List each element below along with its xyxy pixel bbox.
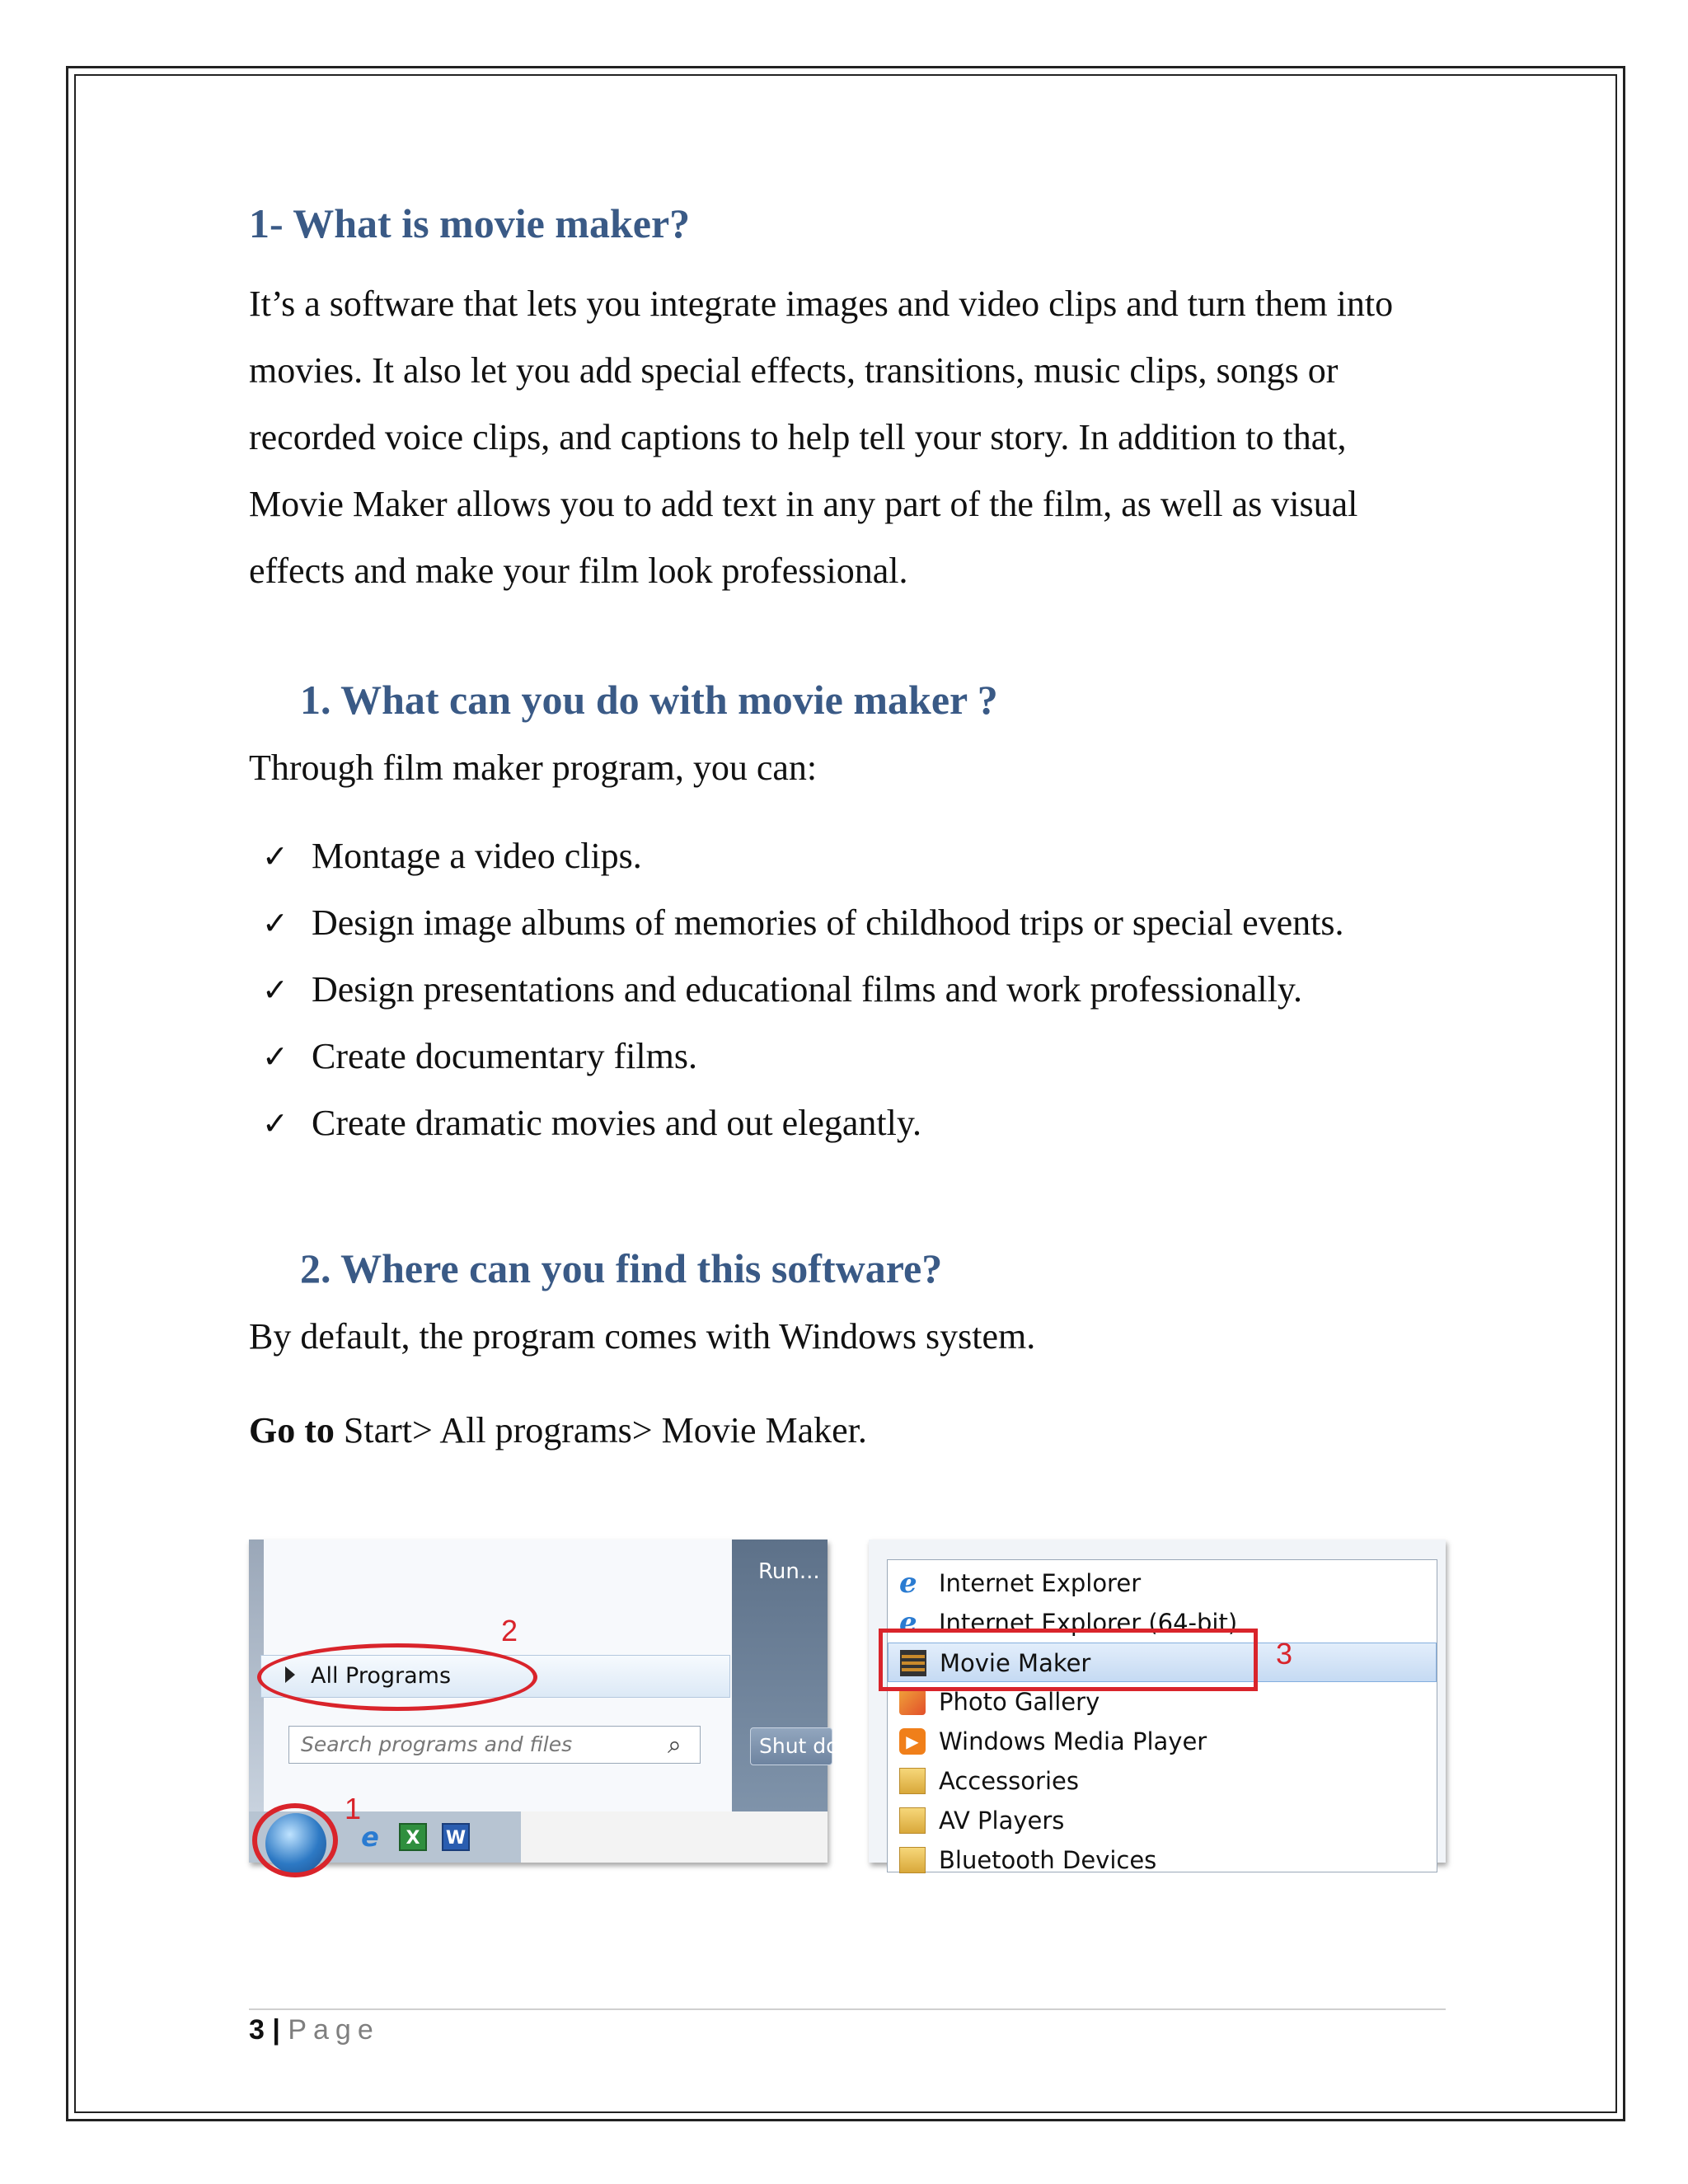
section3-line1: By default, the program comes with Windows system. — [249, 1316, 1036, 1357]
annotation-circle-start — [252, 1803, 338, 1877]
program-item-av-players[interactable]: AV Players — [888, 1801, 1437, 1840]
checkmark-icon: ✓ — [262, 1105, 288, 1141]
search-programs-input[interactable]: Search programs and files — [288, 1726, 701, 1764]
section2-heading: 1. What can you do with movie maker ? — [300, 677, 998, 723]
folder-icon — [899, 1807, 926, 1834]
program-item-windows-media-player[interactable]: ▶ Windows Media Player — [888, 1722, 1437, 1761]
section3-heading: 2. Where can you find this software? — [300, 1245, 943, 1291]
annotation-number-1: 1 — [345, 1792, 362, 1825]
list-item: ✓ Design presentations and educational films and work professionally. — [262, 969, 1302, 1010]
program-item-photo-gallery[interactable]: Photo Gallery — [888, 1682, 1437, 1722]
program-item-internet-explorer[interactable]: e Internet Explorer — [899, 1567, 1142, 1600]
list-item: ✓ Design image albums of memories of childhood trips or special events. — [262, 902, 1344, 943]
goto-instruction: Go to Start> All programs> Movie Maker. — [249, 1410, 867, 1451]
folder-icon — [899, 1768, 926, 1794]
capabilities-list — [262, 835, 1344, 1169]
programs-list-screenshot — [869, 1540, 1446, 1874]
program-item-bluetooth-devices[interactable]: Bluetooth Devices — [888, 1840, 1437, 1880]
list-item: ✓ Create dramatic movies and out elegantly. — [262, 1103, 921, 1143]
photo-gallery-icon — [899, 1689, 926, 1715]
excel-icon[interactable]: X — [399, 1823, 427, 1851]
all-programs-item[interactable]: All Programs — [260, 1655, 730, 1698]
program-item-internet-explorer-64[interactable]: e Internet Explorer (64-bit) — [899, 1606, 1238, 1639]
program-item-movie-maker[interactable]: Movie Maker — [888, 1643, 1437, 1682]
annotation-ellipse-all-programs — [257, 1643, 537, 1711]
checkmark-icon: ✓ — [262, 905, 288, 941]
program-item-accessories[interactable]: Accessories — [888, 1761, 1437, 1801]
section1-heading: 1- What is movie maker? — [249, 200, 691, 246]
programs-list — [887, 1559, 1437, 1872]
checkmark-icon: ✓ — [262, 972, 288, 1008]
annotation-number-3: 3 — [1276, 1637, 1293, 1671]
list-item: ✓ Create documentary films. — [262, 1036, 697, 1076]
checkmark-icon: ✓ — [262, 1038, 288, 1075]
start-menu-screenshot — [249, 1540, 869, 1863]
annotation-box-movie-maker — [879, 1629, 1258, 1691]
internet-explorer-icon: e — [899, 1567, 917, 1600]
folder-icon — [899, 1847, 926, 1873]
checkmark-icon: ✓ — [262, 838, 288, 874]
media-player-icon: ▶ — [899, 1728, 926, 1755]
footer-divider — [249, 2008, 1446, 2010]
shutdown-button[interactable]: Shut down — [750, 1727, 832, 1765]
annotation-number-2: 2 — [501, 1614, 518, 1647]
internet-explorer-icon: e — [899, 1606, 917, 1639]
search-icon: ⌕ — [668, 1731, 682, 1760]
section1-paragraph: It’s a software that lets you integrate images and video clips and turn them into movies. It also let you add special effects, transitions, music clips, songs or recorded voice clips, and captions to help tell your story. In addition to that, Movie Maker allows you to add text in any part of the film, as well as visual effects and make your film look professional. — [249, 284, 1394, 591]
page-footer: 3 | Page — [249, 2014, 380, 2046]
internet-explorer-icon[interactable]: e — [361, 1821, 379, 1853]
run-menu-item[interactable]: Run... — [758, 1559, 820, 1584]
section2-intro: Through film maker program, you can: — [249, 748, 818, 788]
list-item: ✓ Montage a video clips. — [262, 836, 642, 876]
word-icon[interactable]: W — [442, 1823, 470, 1851]
